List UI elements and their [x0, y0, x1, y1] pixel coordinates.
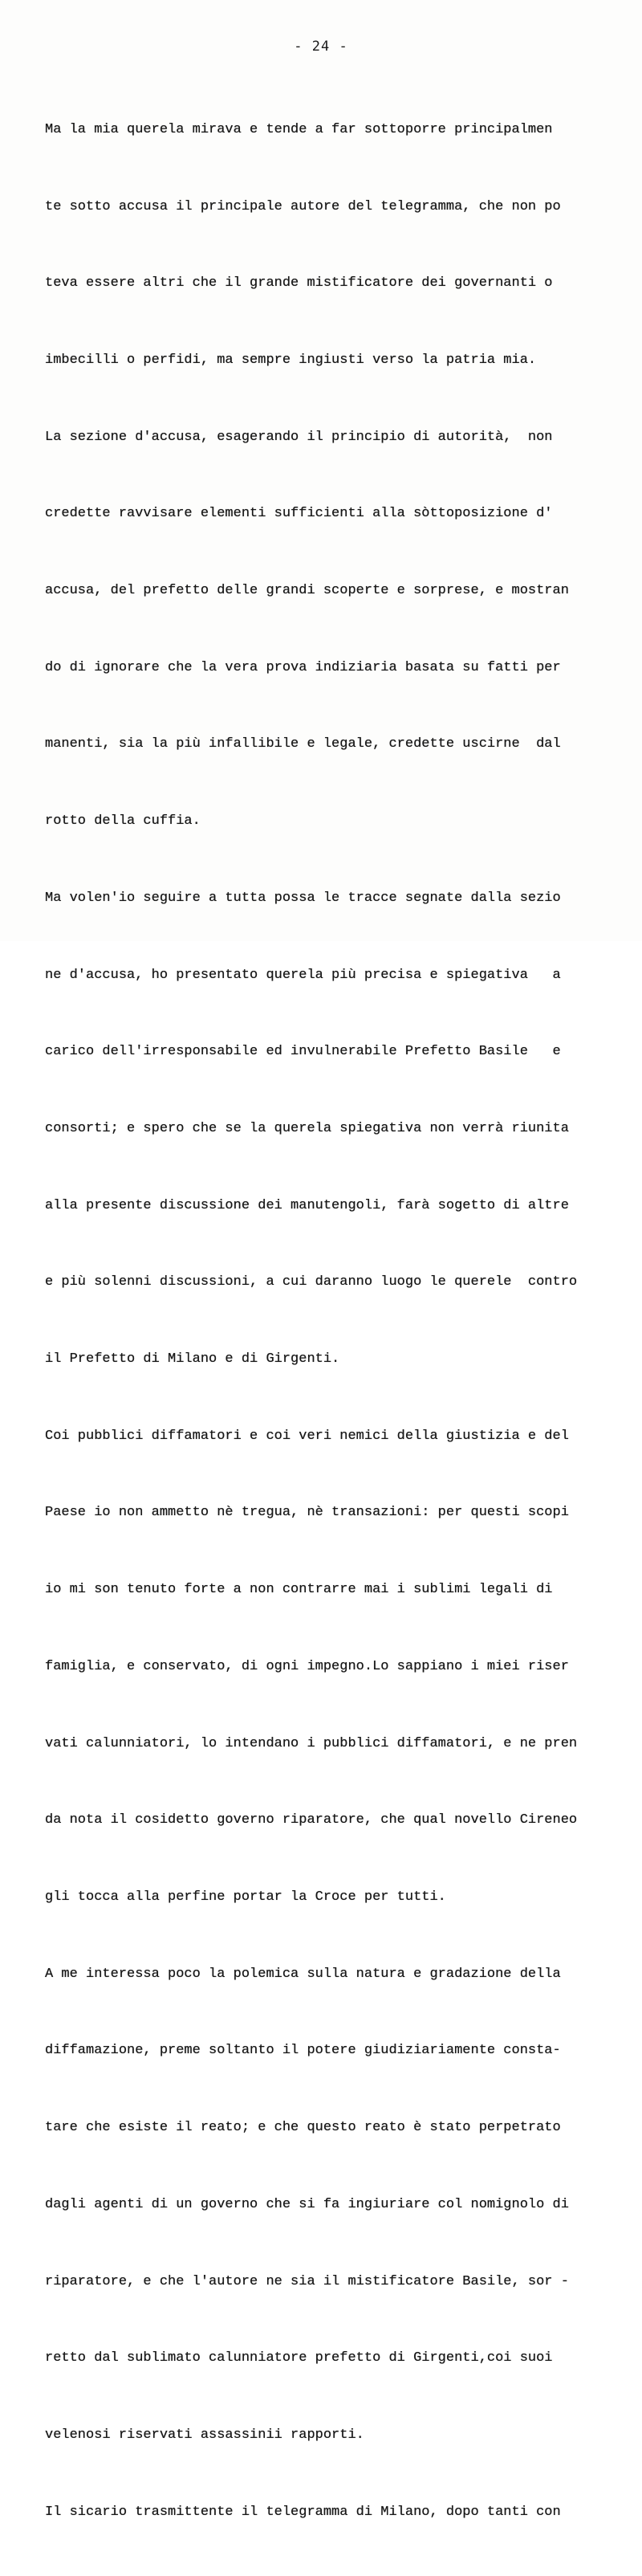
text-line: manenti, sia la più infallibile e legale, credette uscirne dal — [45, 736, 561, 752]
text-line: riparatore, e che l'autore ne sia il mistificatore Basile, sor - — [45, 2273, 569, 2289]
text-line: accusa, del prefetto delle grandi scoperte e sorprese, e mostran — [45, 583, 569, 599]
text-line: credette ravvisare elementi sufficienti alla sòttoposizione d' — [45, 506, 553, 522]
text-line: Ma volen'io seguire a tutta possa le tracce segnate dalla sezio — [45, 890, 561, 906]
text-line: il Prefetto di Milano e di Girgenti. — [45, 1351, 340, 1367]
text-line: La sezione d'accusa, esagerando il principio di autorità, non — [45, 429, 553, 445]
text-line: alla presente discussione dei manutengoli, farà sogetto di altre — [45, 1197, 569, 1213]
text-line: da nota il cosidetto governo riparatore, che qual novello Cireneo — [45, 1812, 578, 1828]
text-line: tare che esiste il reato; e che questo reato è stato perpetrato — [45, 2120, 561, 2136]
text-line: velenosi riservati assassinii rapporti. — [45, 2427, 364, 2443]
text-line: Ma la mia querela mirava e tende a far sottoporre principalmen — [45, 121, 553, 137]
text-line: retto dal sublimato calunniatore prefetto di Girgenti,coi suoi — [45, 2350, 553, 2366]
text-line: te sotto accusa il principale autore del telegramma, che non po — [45, 198, 561, 214]
text-line: diffamazione, preme soltanto il potere giudiziariamente consta- — [45, 2043, 561, 2059]
page-number: - 24 - — [294, 39, 348, 55]
text-line: vati calunniatori, lo intendano i pubblici diffamatori, e ne pren — [45, 1735, 578, 1751]
text-line: imbecilli o perfidi, ma sempre ingiusti verso la patria mia. — [45, 352, 537, 368]
text-line: consorti; e spero che se la querela spiegativa non verrà riunita — [45, 1120, 569, 1136]
body-text — [45, 66, 607, 2576]
text-line: ne d'accusa, ho presentato querela più precisa e spiegativa a — [45, 967, 561, 983]
text-line: gli tocca alla perfine portar la Croce per tutti. — [45, 1889, 446, 1905]
text-line: e più solenni discussioni, a cui daranno luogo le querele contro — [45, 1274, 578, 1290]
text-line: rotto della cuffia. — [45, 813, 201, 829]
text-line: Paese io non ammetto nè tregua, nè transazioni: per questi scopi — [45, 1505, 569, 1521]
text-line: io mi son tenuto forte a non contrarre mai i sublimi legali di — [45, 1582, 553, 1598]
text-line: famiglia, e conservato, di ogni impegno.Lo sappiano i miei riser — [45, 1658, 569, 1674]
text-line: teva essere altri che il grande mistificatore dei governanti o — [45, 275, 553, 291]
text-line: Coi pubblici diffamatori e coi veri nemici della giustizia e del — [45, 1428, 569, 1444]
text-line: dagli agenti di un governo che si fa ingiuriare col nomignolo di — [45, 2196, 569, 2212]
text-line: A me interessa poco la polemica sulla natura e gradazione della — [45, 1966, 561, 1982]
text-line: do di ignorare che la vera prova indiziaria basata su fatti per — [45, 659, 561, 675]
text-line: Il sicario trasmittente il telegramma di Milano, dopo tanti con — [45, 2504, 561, 2520]
text-line: carico dell'irresponsabile ed invulnerabile Prefetto Basile e — [45, 1044, 561, 1060]
